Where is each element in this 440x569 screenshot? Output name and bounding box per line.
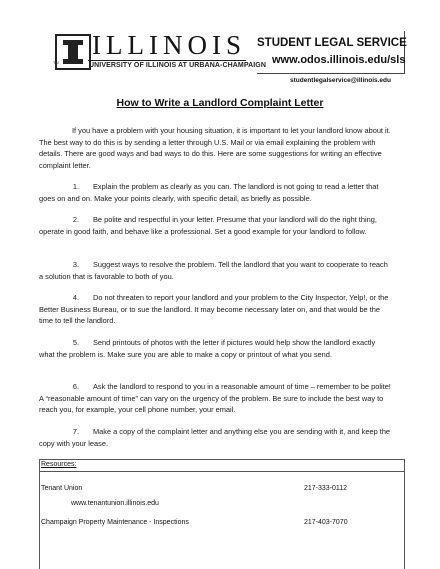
- university-name: UNIVERSITY OF ILLINOIS AT URBANA-CHAMPAIGN: [89, 62, 266, 69]
- resources-table: [39, 459, 405, 569]
- wordmark-rule: [88, 60, 246, 61]
- item-number: 6.: [72, 382, 79, 391]
- list-item: [39, 381, 392, 416]
- trademark-symbol: TM: [53, 60, 59, 65]
- item-text: Ask the landlord to respond to you in a reasonable amount of time – remember to be polite! A “reasonable amount of time” can vary on the urgency of the problem. Be sure to include the best way to reach you, for example, your cell phone number, your email.: [39, 382, 391, 414]
- item-number: 4.: [72, 293, 79, 302]
- service-url[interactable]: www.odos.illinois.edu/sls: [272, 54, 406, 66]
- resource-name: Tenant Union: [41, 485, 83, 492]
- resource-phone: 217-333-0112: [304, 485, 348, 492]
- item-text: Be polite and respectful in your letter. Presume that your landlord will do the right thing, operate in good faith, and behave like a professional. Set a good example for your landlord to follow.: [39, 215, 377, 236]
- resource-url[interactable]: www.tenantunion.illinois.edu: [71, 500, 159, 507]
- list-item: [39, 214, 392, 237]
- resources-header-rule: [39, 471, 405, 472]
- item-text: Suggest ways to resolve the problem. Tell the landlord that you want to cooperate to reach a solution that is favorable to both of you.: [39, 260, 388, 281]
- list-item: [39, 337, 392, 360]
- item-number: 2.: [72, 215, 79, 224]
- illinois-wordmark: ILLINOIS: [92, 30, 246, 60]
- list-item: [39, 181, 392, 204]
- service-title: STUDENT LEGAL SERVICE: [257, 37, 407, 49]
- list-item: [39, 259, 392, 282]
- intro-paragraph: If you have a problem with your housing situation, it is important to let your landlord know about it. The best way to do this is by sending a letter through U.S. Mail or via email explaining the problem with details. There are good ways and bad ways to do this. Here are some suggestions for writing an effective complaint letter.: [39, 126, 391, 170]
- list-item: [39, 292, 392, 327]
- illinois-logo-mark: [55, 34, 91, 70]
- resources-label: Resources:: [41, 461, 77, 468]
- item-text: Explain the problem as clearly as you can. The landlord is not going to read a letter that goes on and on. Make your points clearly, with specific detail, as briefly as possible.: [39, 182, 379, 203]
- resource-name: Champaign Property Maintenance - Inspections: [41, 519, 189, 526]
- service-email[interactable]: studentlegalservice@illinois.edu: [290, 77, 391, 84]
- item-number: 5.: [72, 338, 79, 347]
- item-number: 1.: [72, 182, 79, 191]
- item-text: Do not threaten to report your landlord and your problem to the City Inspector, Yelp!, or the Better Business Bureau, or to sue the landlord. It may become necessary later on, and that would be the time to tell the landlord.: [39, 293, 389, 325]
- item-number: 7.: [72, 427, 79, 436]
- document-title: How to Write a Landlord Complaint Letter: [116, 97, 324, 109]
- list-item: [39, 426, 392, 449]
- item-number: 3.: [72, 260, 79, 269]
- item-text: Make a copy of the complaint letter and anything else you are sending with it, and keep the copy with your lease.: [39, 427, 391, 448]
- item-text: Send printouts of photos with the letter if pictures would help show the landlord exactly what the problem is. Make sure you are able to make a copy or printout of what you send.: [39, 338, 376, 359]
- resource-phone: 217-403-7070: [304, 519, 348, 526]
